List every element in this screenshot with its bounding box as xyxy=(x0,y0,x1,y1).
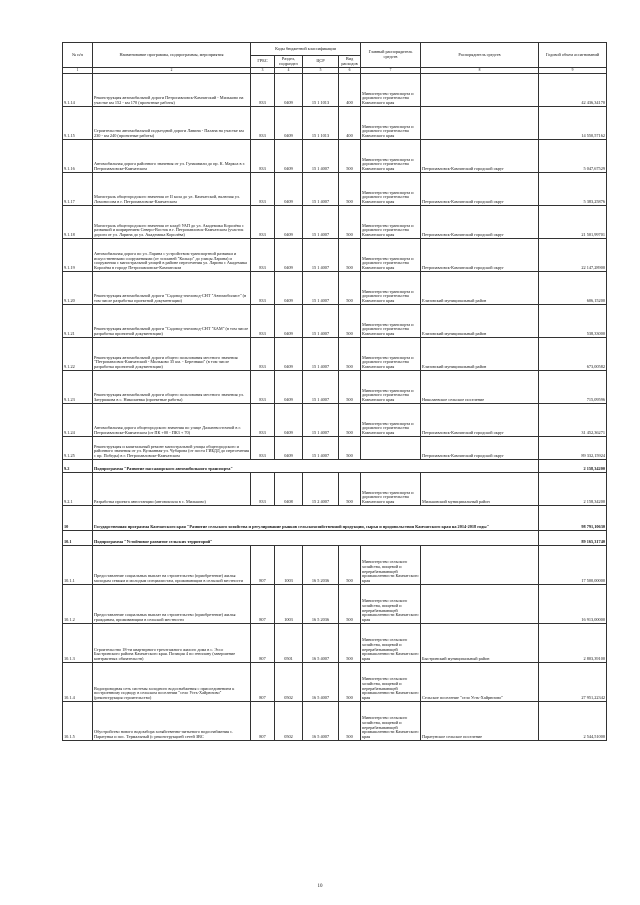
table-row xyxy=(63,173,607,206)
row-amount: 98 791,10630 xyxy=(539,506,607,531)
row-csr: 15 2 4007 xyxy=(303,473,339,506)
col-name-header: Наименование программы, подпрограммы, мероприятия xyxy=(93,43,251,68)
table-row xyxy=(63,404,607,437)
row-recipient: Сельское поселение "село Усть-Хайрюзово" xyxy=(421,663,539,702)
row-number: 9.1.22 xyxy=(63,338,93,371)
row-csr: 15 1 4007 xyxy=(303,239,339,272)
row-razdel: 0409 xyxy=(275,272,303,305)
row-csr: 15 1 4007 xyxy=(303,272,339,305)
row-razdel: 1003 xyxy=(275,546,303,585)
codes-group-header: Коды бюджетной классификации xyxy=(251,43,361,56)
row-amount: 89 332,15924 xyxy=(539,437,607,460)
table-row xyxy=(63,624,607,663)
row-number: 10.1.3 xyxy=(63,624,93,663)
col-grbs-header: ГРБС xyxy=(251,56,275,68)
row-name: Строительство 18-ти квартирного трехэтажного жилого дома в с. Эссо Быстринского района Камчатского края. Позиция 4 по генплану (завершение контрактных обязательств) xyxy=(93,624,251,663)
row-vr: 500 xyxy=(339,546,361,585)
row-razdel: 0409 xyxy=(275,437,303,460)
row-razdel: 0409 xyxy=(275,338,303,371)
row-number: 9.1.20 xyxy=(63,272,93,305)
row-vr: 500 xyxy=(339,140,361,173)
row-recipient xyxy=(421,74,539,107)
row-name: Строительство автомобильной подъездной дороги Лавина - Палана на участке км 230 - км 240 (проектные работы) xyxy=(93,107,251,140)
col-vr-header: Вид расходов xyxy=(339,56,361,68)
budget-table xyxy=(62,42,607,741)
row-grbs: 807 xyxy=(251,624,275,663)
row-number: 9.1.25 xyxy=(63,437,93,460)
column-number: 4 xyxy=(275,68,303,74)
row-csr: 15 1 4007 xyxy=(303,173,339,206)
row-gr: Министерство сельского хозяйства, пищевой и перерабатывающей промышленности Камчатского края xyxy=(361,624,421,663)
column-number: 7 xyxy=(361,68,421,74)
row-grbs: 807 xyxy=(251,585,275,624)
row-csr: 16 5 4007 xyxy=(303,702,339,741)
row-csr: 16 5 2036 xyxy=(303,585,339,624)
col-no-header: № п/п xyxy=(63,43,93,68)
row-number: 10.1.5 xyxy=(63,702,93,741)
row-grbs: 833 xyxy=(251,206,275,239)
row-name: Предоставление социальных выплат на строительство (приобретение) жилья молодым семьям и молодым специалистам, проживающим в сельской местности xyxy=(93,546,251,585)
row-amount: 606,15200 xyxy=(539,272,607,305)
row-number: 9.2.1 xyxy=(63,473,93,506)
row-name: Автомобильная дорога общегородского значения по улице Дальневосточной в г. Петропавловске-Камчатском (от ПК +00 - ПК3 + 70) xyxy=(93,404,251,437)
row-csr: 15 1 4007 xyxy=(303,206,339,239)
row-name: Разработка проекта автостанции (автовокзала в с. Мильково) xyxy=(93,473,251,506)
row-gr: Министерство транспорта и дорожного строительства Камчатского края xyxy=(361,239,421,272)
row-csr: 15 1 4007 xyxy=(303,305,339,338)
table-row xyxy=(63,663,607,702)
row-number: 9.2 xyxy=(63,460,93,473)
table-row xyxy=(63,206,607,239)
row-name: Реконструкция и капитальный ремонт магистральной улицы общегородского и районного значения от ул. Вулканная-ул. Чубарова (от поста ГИБДД до пересечения с пр. Победы) в г. Петропавловске-Камчатском xyxy=(93,437,251,460)
row-number: 9.1.17 xyxy=(63,173,93,206)
row-razdel: 0408 xyxy=(275,473,303,506)
row-amount: 2 158,34200 xyxy=(539,460,607,473)
row-grbs: 833 xyxy=(251,371,275,404)
row-amount: 17 500,00000 xyxy=(539,546,607,585)
row-recipient: Петропавловск-Камчатский городской округ xyxy=(421,206,539,239)
row-csr: 16 5 2036 xyxy=(303,546,339,585)
row-name: Магистраль общегородского значения от кладб УАП до ул. Академика Королёва с развязкой и ширирением Северо-Восток в г. Петропавловск-Камчатском (участок дороги от ул. Ларина до ул. Академика Королёва) xyxy=(93,206,251,239)
program-title: Государственная программа Камчатского края "Развитие сельского хозяйства и регулирование рынков сельскохозяйственной продукции, сырья и продовольствия Камчатского края на 2014-2018 годы" xyxy=(93,506,539,531)
row-amount: 21 501,99701 xyxy=(539,206,607,239)
row-vr: 500 xyxy=(339,239,361,272)
row-vr: 500 xyxy=(339,404,361,437)
row-gr: Министерство транспорта и дорожного строительства Камчатского края xyxy=(361,473,421,506)
row-gr: Министерство сельского хозяйства, пищевой и перерабатывающей промышленности Камчатского края xyxy=(361,663,421,702)
row-amount: 27 951,22342 xyxy=(539,663,607,702)
row-recipient: Петропавловск-Камчатский городской округ xyxy=(421,140,539,173)
row-grbs: 807 xyxy=(251,663,275,702)
row-csr: 15 1 1013 xyxy=(303,74,339,107)
row-gr: Министерство транспорта и дорожного строительства Камчатского края xyxy=(361,338,421,371)
row-recipient: Петропавловск-Камчатский городской округ xyxy=(421,173,539,206)
row-grbs: 833 xyxy=(251,173,275,206)
row-name: Реконструкция автомобильной дороги "Садовод-пчеловод-СНТ "БАМ" (в том числе разработка проектной документации) xyxy=(93,305,251,338)
row-vr: 500 xyxy=(339,206,361,239)
table-row xyxy=(63,473,607,506)
row-vr: 500 xyxy=(339,173,361,206)
row-number: 10.1.2 xyxy=(63,585,93,624)
col-recipient-header: Распорядитель средств xyxy=(421,43,539,68)
row-recipient: Елизовский муниципальный район xyxy=(421,338,539,371)
row-amount: 673,00582 xyxy=(539,338,607,371)
row-grbs: 833 xyxy=(251,239,275,272)
row-vr: 500 xyxy=(339,473,361,506)
row-amount: 14 550,57162 xyxy=(539,107,607,140)
row-gr: Министерство транспорта и дорожного строительства Камчатского края xyxy=(361,206,421,239)
row-grbs: 833 xyxy=(251,272,275,305)
row-razdel: 0409 xyxy=(275,173,303,206)
col-csr-header: ЦСР xyxy=(303,56,339,68)
row-gr: Министерство транспорта и дорожного строительства Камчатского края xyxy=(361,404,421,437)
table-row xyxy=(63,437,607,460)
row-amount: 89 165,31740 xyxy=(539,531,607,546)
column-number: 2 xyxy=(93,68,251,74)
row-amount: 31 452,36271 xyxy=(539,404,607,437)
table-row xyxy=(63,702,607,741)
row-razdel: 0409 xyxy=(275,371,303,404)
col-razdel-header: Раздел, подраздел xyxy=(275,56,303,68)
row-amount: 42 436,34170 xyxy=(539,74,607,107)
row-recipient: Николаевское сельское поселение xyxy=(421,371,539,404)
row-vr: 500 xyxy=(339,663,361,702)
table-row xyxy=(63,239,607,272)
row-grbs: 833 xyxy=(251,338,275,371)
row-vr: 500 xyxy=(339,702,361,741)
column-number: 3 xyxy=(251,68,275,74)
row-recipient: Быстринский муниципальный район xyxy=(421,624,539,663)
row-recipient: Елизовский муниципальный район xyxy=(421,272,539,305)
row-recipient: Елизовский муниципальный район xyxy=(421,305,539,338)
row-recipient: Петропавловск-Камчатский городской округ xyxy=(421,239,539,272)
col-amount-header: Годовой объем ассигнований xyxy=(539,43,607,68)
row-amount: 2 803,39100 xyxy=(539,624,607,663)
row-recipient xyxy=(421,585,539,624)
page-number: 10 xyxy=(317,884,323,889)
row-razdel: 0502 xyxy=(275,663,303,702)
row-grbs: 833 xyxy=(251,437,275,460)
row-amount: 5 047,67529 xyxy=(539,140,607,173)
row-razdel: 0409 xyxy=(275,305,303,338)
column-number: 1 xyxy=(63,68,93,74)
row-csr: 15 1 4007 xyxy=(303,338,339,371)
row-number: 9.1.19 xyxy=(63,239,93,272)
row-number: 9.1.23 xyxy=(63,371,93,404)
row-vr: 500 xyxy=(339,338,361,371)
table-row xyxy=(63,338,607,371)
col-gr-header: Главный распорядитель средств xyxy=(361,43,421,68)
row-name: Реконструкция автомобильной дороги общего пользования местного значения "Петропавловск-Камчатский - Мильково 35 км. - Березняки" (в том числе разработка проектной документации) xyxy=(93,338,251,371)
row-name: Предоставление социальных выплат на строительство (приобретение) жилья гражданам, проживающим в сельской местности xyxy=(93,585,251,624)
row-gr: Министерство сельского хозяйства, пищевой и перерабатывающей промышленности Камчатского края xyxy=(361,702,421,741)
row-number: 9.1.15 xyxy=(63,107,93,140)
row-amount: 5 383,25876 xyxy=(539,173,607,206)
row-vr: 400 xyxy=(339,74,361,107)
row-razdel: 1003 xyxy=(275,585,303,624)
row-name: Магистраль общегородского значения от II кола до ул. Камчатской, включая ул. Ломоносова в г. Петропавловске-Камчатском xyxy=(93,173,251,206)
row-gr: Министерство сельского хозяйства, пищевой и перерабатывающей промышленности Камчатского края xyxy=(361,546,421,585)
row-csr: 15 1 4007 xyxy=(303,437,339,460)
row-vr: 500 xyxy=(339,305,361,338)
column-number: 5 xyxy=(303,68,339,74)
row-csr: 15 1 1013 xyxy=(303,107,339,140)
row-gr: Министерство транспорта и дорожного строительства Камчатского края xyxy=(361,173,421,206)
row-name: Реконструкция автомобильной дороги Петропавловск-Камчатский - Мильково на участке км 152 - км 170 (проектные работы) xyxy=(93,74,251,107)
subprogram-row xyxy=(63,460,607,473)
row-recipient xyxy=(421,107,539,140)
row-gr xyxy=(361,437,421,460)
column-number: 6 xyxy=(339,68,361,74)
row-grbs: 833 xyxy=(251,107,275,140)
row-number: 9.1.21 xyxy=(63,305,93,338)
row-number: 10 xyxy=(63,506,93,531)
row-amount: 715,09596 xyxy=(539,371,607,404)
table-row xyxy=(63,140,607,173)
table-row xyxy=(63,371,607,404)
table-row xyxy=(63,272,607,305)
row-gr: Министерство сельского хозяйства, пищевой и перерабатывающей промышленности Камчатского края xyxy=(361,585,421,624)
row-gr: Министерство транспорта и дорожного строительства Камчатского края xyxy=(361,107,421,140)
row-gr: Министерство транспорта и дорожного строительства Камчатского края xyxy=(361,272,421,305)
row-razdel: 0501 xyxy=(275,624,303,663)
row-number: 10.1 xyxy=(63,531,93,546)
row-grbs: 833 xyxy=(251,74,275,107)
subprogram-title: Подпрограмма "Устойчивое развитие сельских территорий" xyxy=(93,531,539,546)
row-grbs: 833 xyxy=(251,140,275,173)
row-razdel: 0409 xyxy=(275,239,303,272)
row-razdel: 0409 xyxy=(275,206,303,239)
row-recipient: Петропавловск-Камчатский городской округ xyxy=(421,437,539,460)
row-recipient: Петропавловск-Камчатский городской округ xyxy=(421,404,539,437)
row-recipient xyxy=(421,546,539,585)
row-razdel: 0409 xyxy=(275,74,303,107)
row-grbs: 807 xyxy=(251,546,275,585)
row-gr: Министерство транспорта и дорожного строительства Камчатского края xyxy=(361,140,421,173)
row-gr: Министерство транспорта и дорожного строительства Камчатского края xyxy=(361,371,421,404)
row-grbs: 807 xyxy=(251,702,275,741)
header-row xyxy=(63,43,607,56)
row-recipient: Паратунское сельское поселение xyxy=(421,702,539,741)
table-row xyxy=(63,305,607,338)
row-csr: 15 1 4007 xyxy=(303,140,339,173)
row-gr: Министерство транспорта и дорожного строительства Камчатского края xyxy=(361,305,421,338)
row-amount: 2 544,51000 xyxy=(539,702,607,741)
column-number: 8 xyxy=(421,68,539,74)
row-vr: 500 xyxy=(339,585,361,624)
subprogram-title: Подпрограмма "Развитие пассажирского автомобильного транспорта" xyxy=(93,460,539,473)
row-amount: 2 158,34200 xyxy=(539,473,607,506)
table-row xyxy=(63,74,607,107)
row-number: 9.1.24 xyxy=(63,404,93,437)
row-amount: 16 913,00000 xyxy=(539,585,607,624)
row-number: 9.1.14 xyxy=(63,74,93,107)
table-row xyxy=(63,585,607,624)
row-recipient: Мильковский муниципальный район xyxy=(421,473,539,506)
row-vr: 500 xyxy=(339,437,361,460)
row-name: Автомобильная дорога по ул. Ларина с устройством транспортной развязки и искусственными сооружениями (от эспланей "Кольцо" до улицы Ларина) и сооружения с магистральной улицей в районе пересечения ул. Ларина с Академика Королёва в городе Петропавловске-Камчатском xyxy=(93,239,251,272)
row-name: Реконструкция автомобильной дороги общего пользования местного значения ул. Затуршкова в с. Николаевка (проектные работы) xyxy=(93,371,251,404)
row-name: Автомобильная дорога районного значения от ул. Гунашвили до пр. К. Маркса в г. Петропавловске-Камчатском xyxy=(93,140,251,173)
row-name: Обустройство нового водозабора хозяйственно-питьевого водоснабжения с. Паратунка и пос. Термальный (с реконструкцией сетей ЗВС xyxy=(93,702,251,741)
row-grbs: 833 xyxy=(251,473,275,506)
row-vr: 500 xyxy=(339,624,361,663)
row-number: 9.1.18 xyxy=(63,206,93,239)
row-razdel: 0409 xyxy=(275,107,303,140)
row-number: 10.1.1 xyxy=(63,546,93,585)
row-name: Реконструкция автомобильной дороги "Садовод-пчеловод-СНТ "Автомобилист" (в том числе разработка проектной документации) xyxy=(93,272,251,305)
row-vr: 500 xyxy=(339,272,361,305)
row-csr: 16 5 4007 xyxy=(303,624,339,663)
row-number: 10.1.4 xyxy=(63,663,93,702)
row-name: Водопроводная сеть системы холодного водоснабжения с присоединением к построенному подводу в сельском поселении "село Усть-Хайрюзово" (реконструкция строительство) xyxy=(93,663,251,702)
row-csr: 15 1 4007 xyxy=(303,371,339,404)
column-number: 9 xyxy=(539,68,607,74)
subprogram-row xyxy=(63,531,607,546)
row-vr: 500 xyxy=(339,371,361,404)
row-razdel: 0409 xyxy=(275,404,303,437)
row-csr: 16 5 4007 xyxy=(303,663,339,702)
table-row xyxy=(63,546,607,585)
row-vr: 400 xyxy=(339,107,361,140)
row-grbs: 833 xyxy=(251,305,275,338)
row-amount: 538,33000 xyxy=(539,305,607,338)
row-razdel: 0409 xyxy=(275,140,303,173)
row-grbs: 833 xyxy=(251,404,275,437)
row-gr: Министерство транспорта и дорожного строительства Камчатского края xyxy=(361,74,421,107)
row-amount: 22 147,28900 xyxy=(539,239,607,272)
program-row xyxy=(63,506,607,531)
row-razdel: 0502 xyxy=(275,702,303,741)
row-number: 9.1.16 xyxy=(63,140,93,173)
row-csr: 15 1 4007 xyxy=(303,404,339,437)
table-row xyxy=(63,107,607,140)
